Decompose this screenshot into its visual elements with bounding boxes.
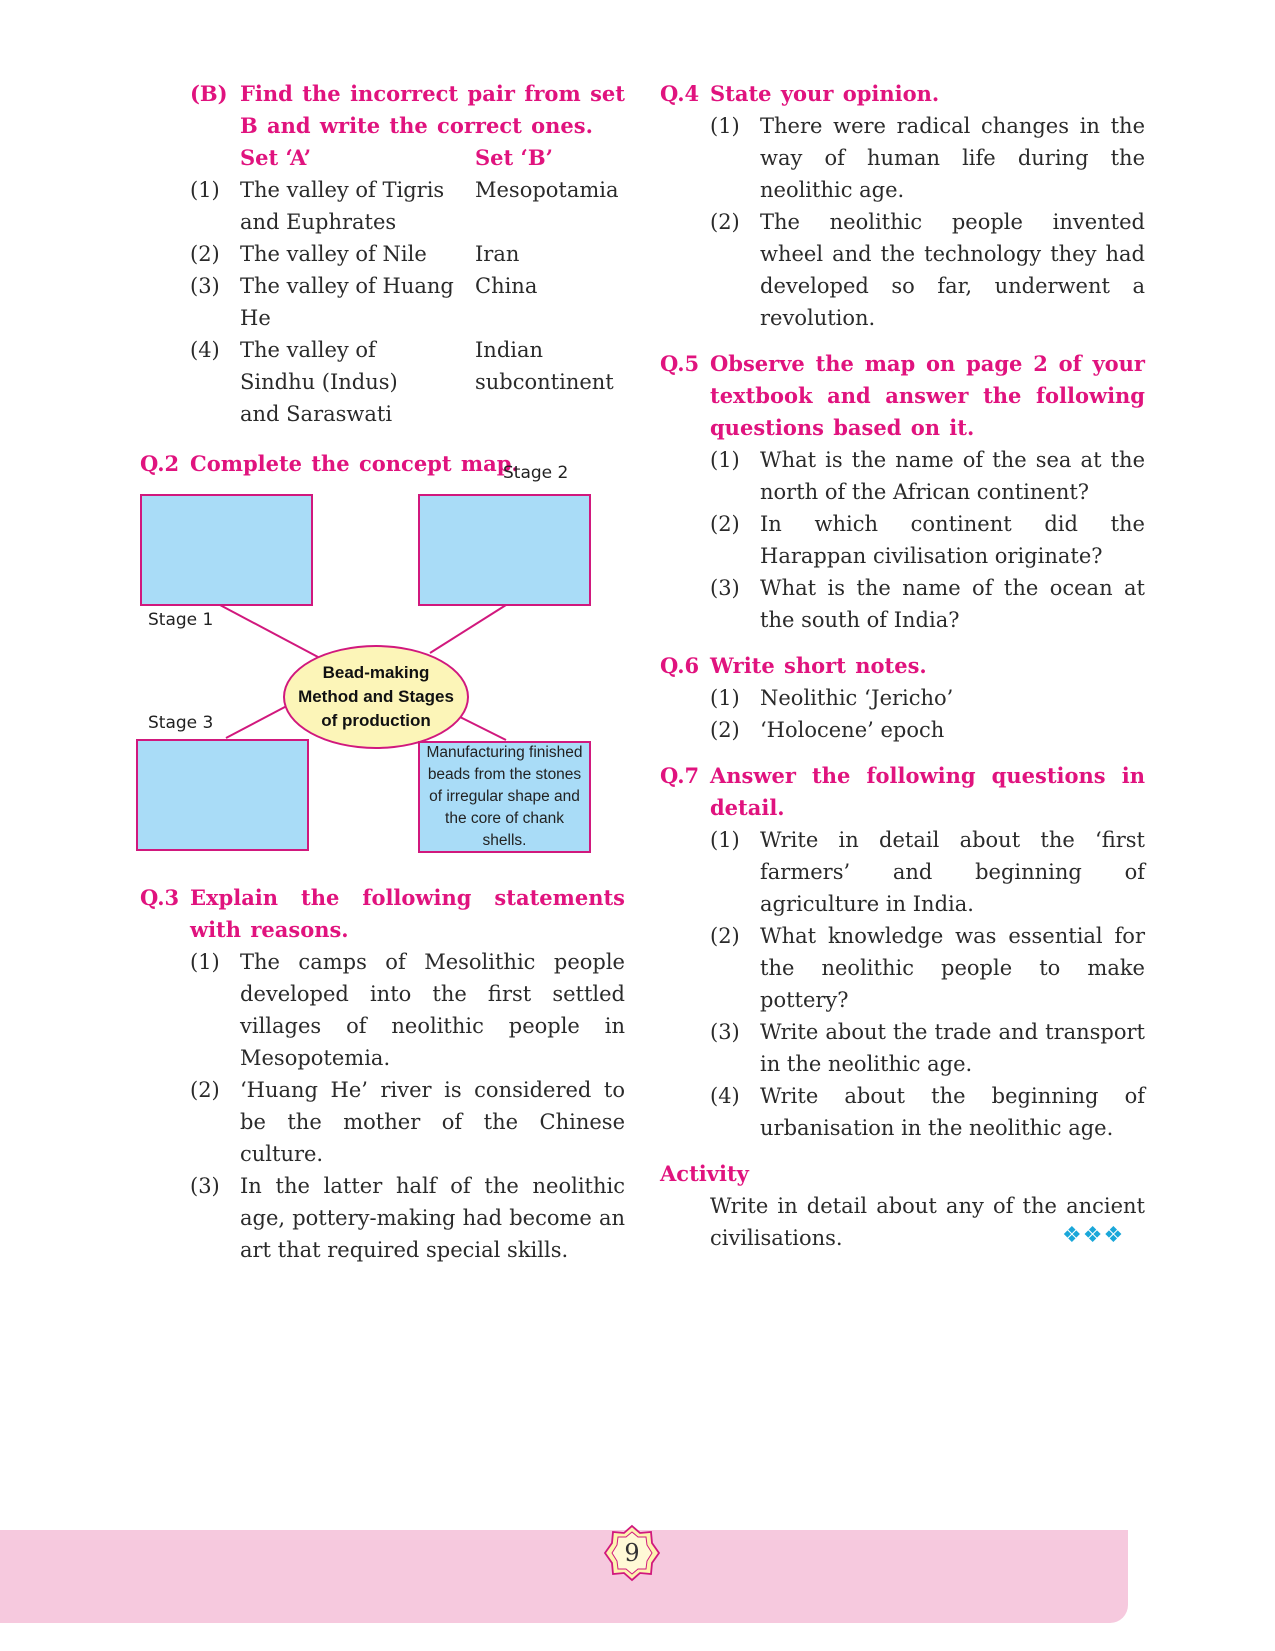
item-text: The camps of Mesolithic people developed into the first settled villages of neolithic people in Mesopotemia.	[240, 950, 625, 1070]
set-b-cell: Indian subcontinent	[475, 338, 614, 394]
stage-3-blank-box[interactable]	[136, 739, 309, 851]
page-number: 9	[624, 1539, 640, 1567]
item-text: Write about the beginning of urbanisation in the neolithic age.	[760, 1084, 1145, 1140]
item-number: (1)	[190, 950, 220, 974]
set-a-cell: The valley of Huang He	[240, 274, 454, 330]
set-header-row	[140, 142, 625, 174]
item-number: (1)	[710, 448, 740, 472]
item-number: (2)	[190, 1078, 220, 1102]
list-item	[660, 206, 1145, 334]
question-text: Write short notes.	[710, 653, 927, 678]
list-item	[140, 1170, 625, 1266]
set-b-cell: Mesopotamia	[475, 178, 619, 202]
item-number: (3)	[710, 1020, 740, 1044]
question-text: Answer the following questions in detail.	[710, 763, 1145, 820]
question-text: Explain the following statements with reasons.	[190, 885, 625, 942]
set-a-heading: Set ‘A’	[240, 145, 312, 170]
item-number: (1)	[710, 828, 740, 852]
right-column	[660, 78, 1145, 1254]
list-item	[660, 1080, 1145, 1144]
item-number: (4)	[710, 1084, 740, 1108]
section-end-ornament-icon: ❖❖❖	[1062, 1223, 1125, 1248]
question-3-heading	[140, 882, 625, 946]
item-number: (1)	[710, 114, 740, 138]
list-item	[660, 714, 1145, 746]
list-item	[660, 110, 1145, 206]
question-text: State your opinion.	[710, 81, 940, 106]
list-item	[660, 444, 1145, 508]
question-number: Q.4	[660, 81, 700, 106]
item-text: Neolithic ‘Jericho’	[760, 686, 954, 710]
table-row	[140, 174, 625, 238]
list-item	[660, 1016, 1145, 1080]
list-item	[140, 946, 625, 1074]
left-column	[140, 78, 625, 480]
set-b-cell: Iran	[475, 242, 520, 266]
page-number-badge	[602, 1523, 662, 1583]
activity-text: Write in detail about any of the ancient civilisations.	[710, 1194, 1145, 1250]
item-number: (1)	[710, 686, 740, 710]
stage-1-blank-box[interactable]	[140, 494, 313, 606]
set-a-cell: The valley of Sindhu (Indus) and Saraswati	[240, 338, 398, 426]
question-4-heading	[660, 78, 1145, 110]
footer-divider	[0, 1528, 1128, 1530]
question-number: Q.6	[660, 653, 700, 678]
item-text: What is the name of the ocean at the south of India?	[760, 576, 1145, 632]
table-row	[140, 270, 625, 334]
list-item	[660, 572, 1145, 636]
concept-center: Bead-making Method and Stages of production	[283, 645, 469, 749]
stage-3-label: Stage 3	[148, 713, 214, 733]
question-6-heading	[660, 650, 1145, 682]
row-number: (4)	[190, 338, 220, 362]
item-text: What knowledge was essential for the neolithic people to make pottery?	[760, 924, 1145, 1012]
item-text: What is the name of the sea at the north of the African continent?	[760, 448, 1145, 504]
item-number: (3)	[710, 576, 740, 600]
set-a-cell: The valley of Nile	[240, 242, 427, 266]
question-text: Complete the concept map.	[190, 451, 519, 476]
item-number: (2)	[710, 210, 740, 234]
table-row	[140, 238, 625, 270]
item-text: Write in detail about the ‘first farmers’ and beginning of agriculture in India.	[760, 828, 1145, 916]
question-7-heading	[660, 760, 1145, 824]
list-item	[660, 508, 1145, 572]
item-text: ‘Huang He’ river is considered to be the mother of the Chinese culture.	[240, 1078, 625, 1166]
stage-2-blank-box[interactable]	[418, 494, 591, 606]
item-number: (3)	[190, 1174, 220, 1198]
activity-title: Activity	[660, 1161, 749, 1186]
item-number: (2)	[710, 512, 740, 536]
list-item	[140, 1074, 625, 1170]
item-number: (2)	[710, 718, 740, 742]
item-number: (2)	[710, 924, 740, 948]
table-row	[140, 334, 625, 430]
question-number: (B)	[190, 81, 228, 106]
item-text: In the latter half of the neolithic age, pottery-making had become an art that required special skills.	[240, 1174, 625, 1262]
set-a-cell: The valley of Tigris and Euphrates	[240, 178, 445, 234]
row-number: (1)	[190, 178, 220, 202]
item-text: The neolithic people invented wheel and the technology they had developed so far, underwent a revolution.	[760, 210, 1145, 330]
row-number: (3)	[190, 274, 220, 298]
question-number: Q.2	[140, 451, 180, 476]
question-number: Q.5	[660, 351, 700, 376]
stage-1-label: Stage 1	[148, 610, 214, 630]
row-number: (2)	[190, 242, 220, 266]
question-5-heading	[660, 348, 1145, 444]
list-item	[660, 824, 1145, 920]
item-text: In which continent did the Harappan civilisation originate?	[760, 512, 1145, 568]
list-item	[660, 920, 1145, 1016]
item-text: Write about the trade and transport in the neolithic age.	[760, 1020, 1145, 1076]
question-b-heading	[140, 78, 625, 142]
footer-band	[0, 1528, 1128, 1623]
question-text: Find the incorrect pair from set B and write the correct ones.	[240, 81, 625, 138]
set-b-heading: Set ‘B’	[475, 145, 553, 170]
question-number: Q.3	[140, 885, 180, 910]
question-text: Observe the map on page 2 of your textbook and answer the following questions based on it.	[710, 351, 1145, 440]
item-text: There were radical changes in the way of human life during the neolithic age.	[760, 114, 1145, 202]
item-text: ‘Holocene’ epoch	[760, 718, 945, 742]
list-item	[660, 682, 1145, 714]
question-3-block	[140, 882, 625, 1266]
set-b-cell: China	[475, 274, 538, 298]
question-number: Q.7	[660, 763, 700, 788]
activity-heading	[660, 1158, 1145, 1190]
given-stage-box: Manufacturing finished beads from the stones of irregular shape and the core of chank shells.	[418, 741, 591, 853]
stage-2-label: Stage 2	[503, 463, 569, 483]
